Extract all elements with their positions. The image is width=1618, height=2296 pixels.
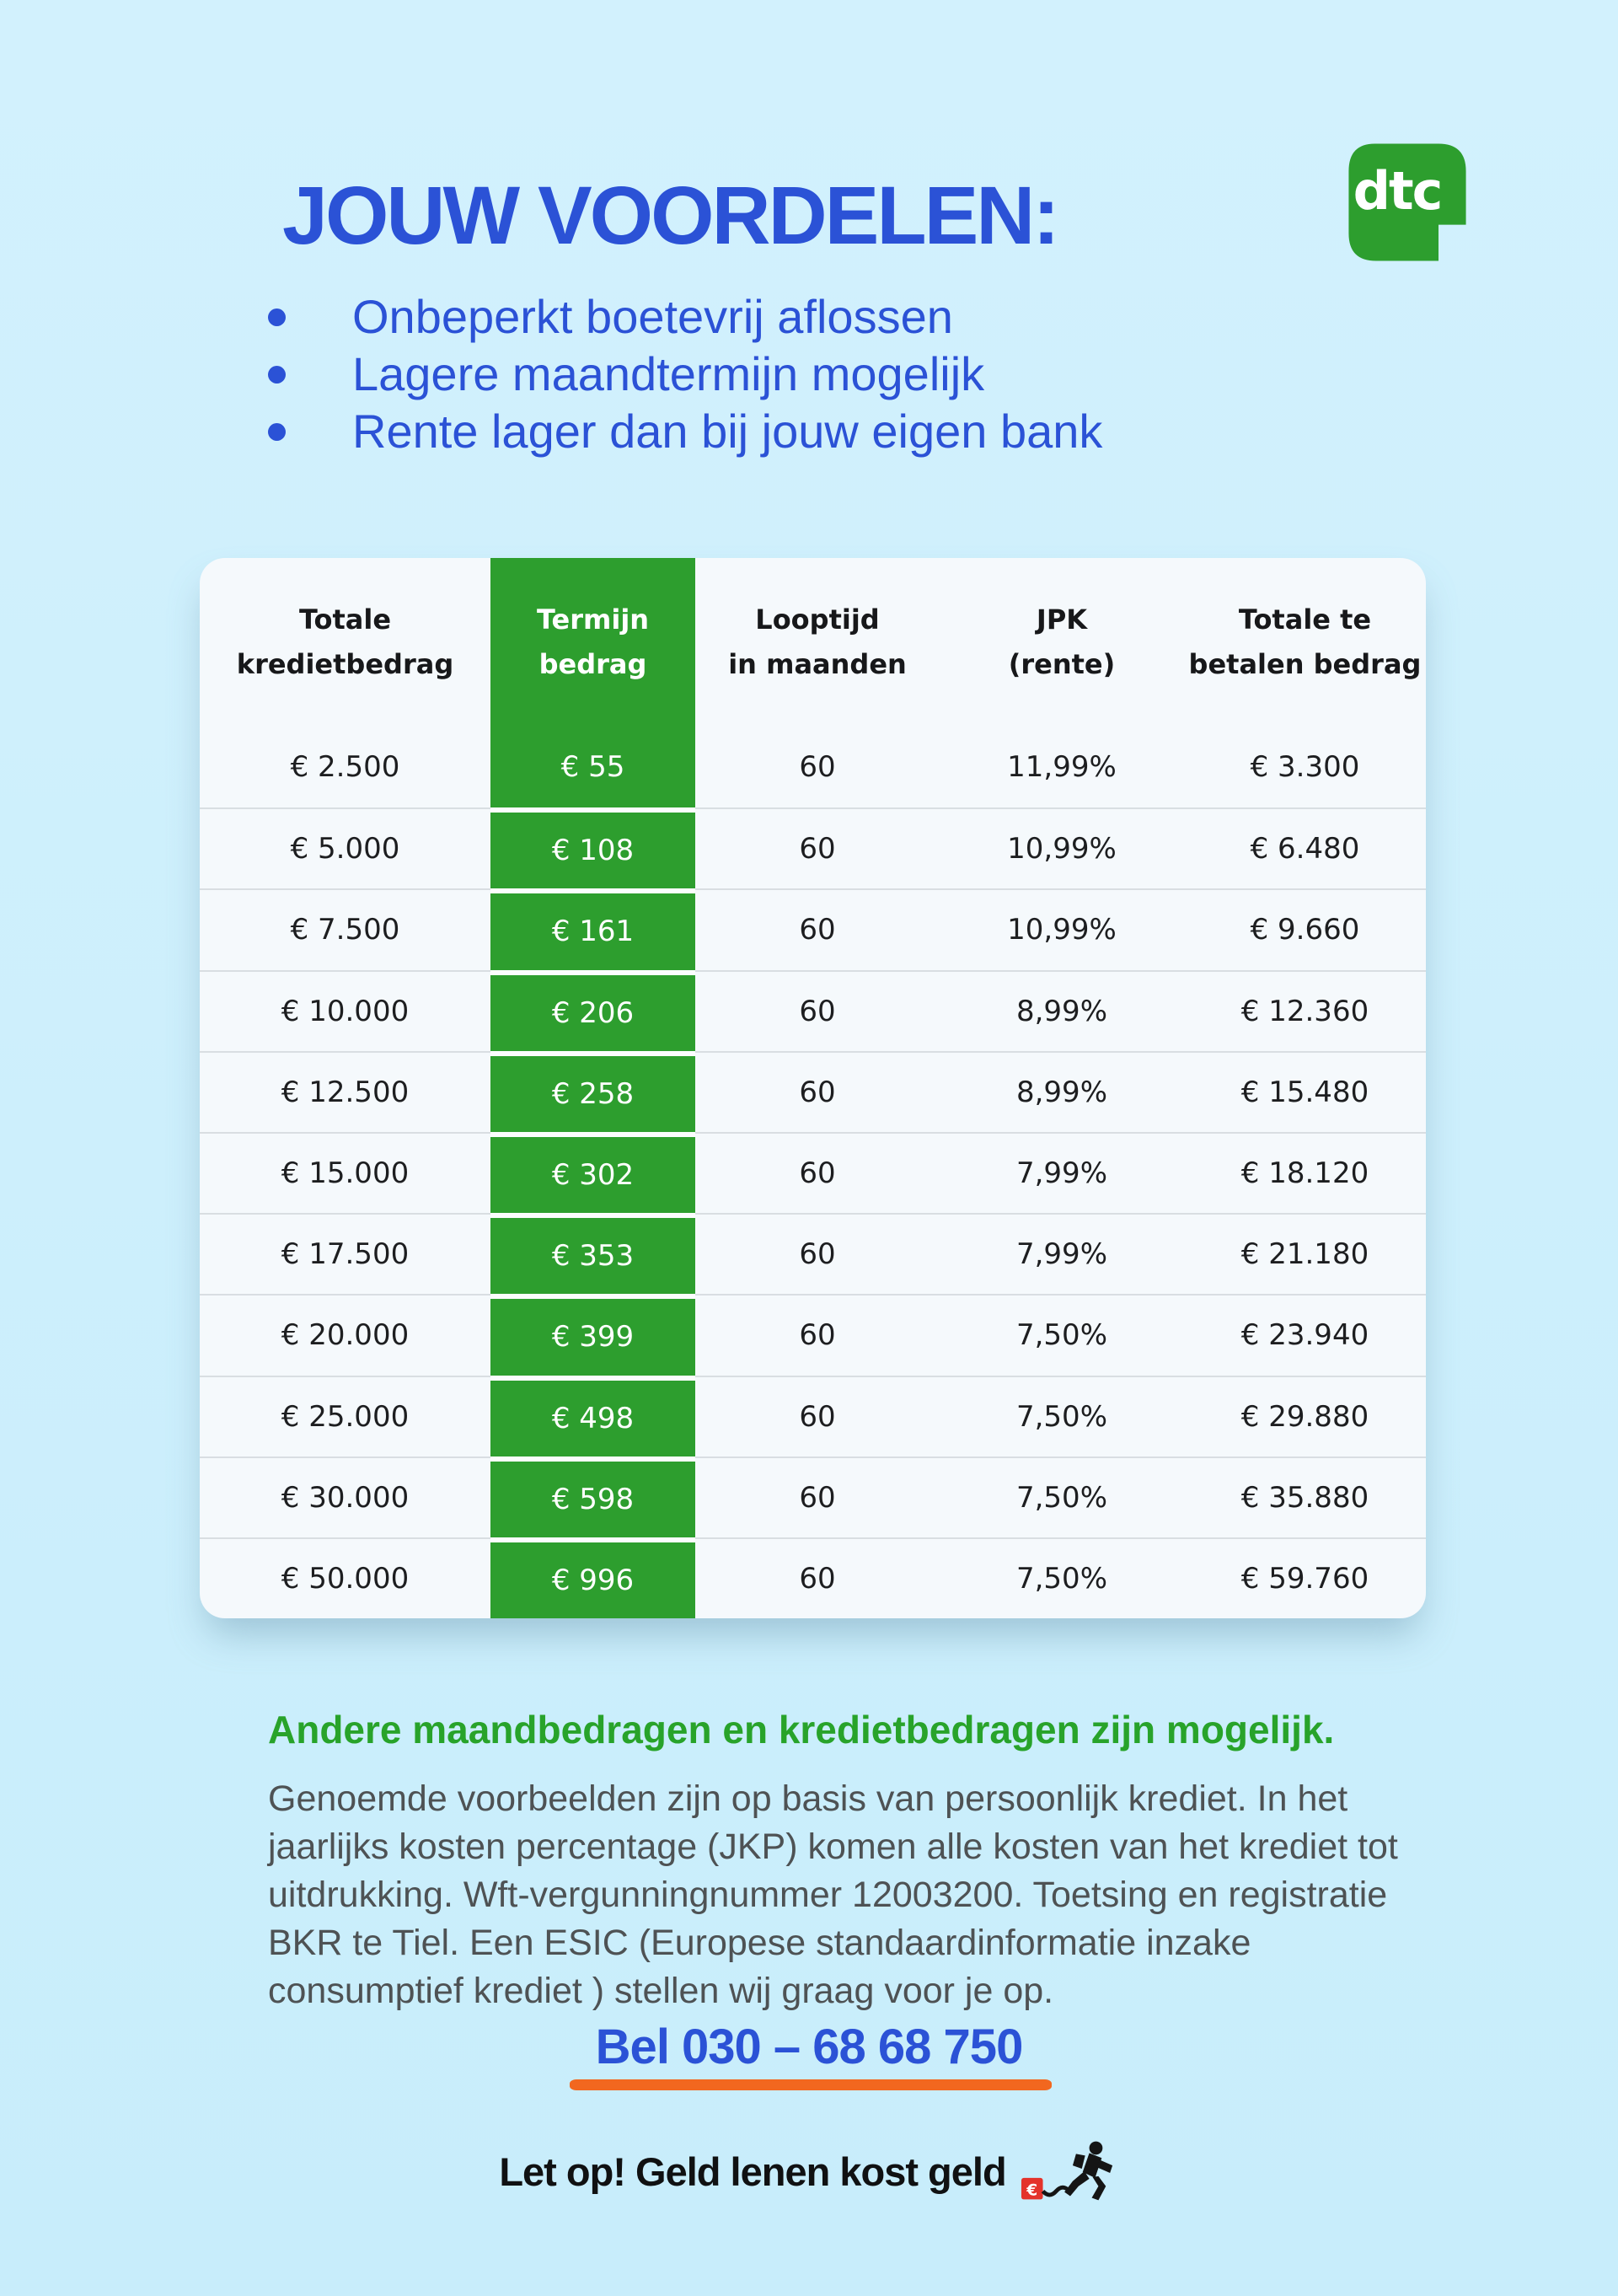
table-cell: 7,99% bbox=[940, 1213, 1184, 1294]
disclaimer-line: BKR te Tiel. Een ESIC (Europese standaardinformatie inzake bbox=[268, 1923, 1251, 1963]
disclaimer-line: uitdrukking. Wft-vergunningnummer 12003200. Toetsing en registratie bbox=[268, 1875, 1388, 1915]
table-cell: 60 bbox=[695, 1132, 940, 1213]
table-cell: € 353 bbox=[490, 1213, 695, 1294]
table-cell: 11,99% bbox=[1007, 750, 1117, 785]
benefit-item: Onbeperkt boetevrij aflossen bbox=[268, 288, 1102, 346]
table-cell: 60 bbox=[695, 1456, 940, 1537]
table-cell: 60 bbox=[695, 970, 940, 1051]
phone-underline bbox=[570, 2079, 1052, 2090]
column-header-termijnbedrag: Termijn bedrag bbox=[490, 558, 695, 727]
table-cell: 7,50% bbox=[940, 1376, 1184, 1456]
table-cell: 7,50% bbox=[940, 1294, 1184, 1375]
table-cell: 7,99% bbox=[940, 1132, 1184, 1213]
table-cell: € 15.000 bbox=[200, 1132, 490, 1213]
table-cell: € 302 bbox=[490, 1132, 695, 1213]
table-cell: € 30.000 bbox=[200, 1456, 490, 1537]
table-row bbox=[200, 1294, 1426, 1375]
benefits-list bbox=[268, 288, 1102, 460]
table-cell: € 598 bbox=[490, 1456, 695, 1537]
table-cell: 10,99% bbox=[940, 807, 1184, 888]
phone-number: Bel 030 – 68 68 750 bbox=[595, 2020, 1023, 2074]
table-cell: € 35.880 bbox=[1184, 1456, 1426, 1537]
table-cell: 7,50% bbox=[940, 1456, 1184, 1537]
column-header-looptijd: Looptijd in maanden bbox=[728, 604, 907, 680]
table-cell: € 2.500 bbox=[290, 750, 400, 785]
table-cell: € 55 bbox=[490, 727, 695, 807]
table-cell: € 9.660 bbox=[1184, 888, 1426, 969]
table-cell: € 23.940 bbox=[1184, 1294, 1426, 1375]
table-cell: € 10.000 bbox=[200, 970, 490, 1051]
table-cell: € 20.000 bbox=[200, 1294, 490, 1375]
table-cell: 60 bbox=[799, 750, 836, 785]
table-row bbox=[200, 1132, 1426, 1213]
table-cell: 60 bbox=[695, 1376, 940, 1456]
table-cell: € 996 bbox=[490, 1537, 695, 1618]
page-title: JOUW VOORDELEN: bbox=[282, 169, 1058, 261]
disclaimer-line: Genoemde voorbeelden zijn op basis van persoonlijk krediet. In het bbox=[268, 1778, 1348, 1819]
table-row bbox=[200, 807, 1426, 888]
table-cell: 60 bbox=[695, 888, 940, 969]
table-cell: € 25.000 bbox=[200, 1376, 490, 1456]
table-cell: 10,99% bbox=[940, 888, 1184, 969]
table-row bbox=[200, 1376, 1426, 1456]
table-cell: € 12.360 bbox=[1184, 970, 1426, 1051]
column-header-kredietbedrag: Totale kredietbedrag bbox=[236, 604, 454, 680]
other-amounts-heading: Andere maandbedragen en kredietbedragen zijn mogelijk. bbox=[268, 1708, 1335, 1752]
disclaimer-line: consumptief krediet ) stellen wij graag voor je op. bbox=[268, 1971, 1054, 2011]
table-cell: 7,50% bbox=[940, 1537, 1184, 1618]
table-row bbox=[200, 1051, 1426, 1132]
table-cell: 8,99% bbox=[940, 970, 1184, 1051]
table-cell: 60 bbox=[695, 1294, 940, 1375]
table-cell: 60 bbox=[695, 1213, 940, 1294]
table-row bbox=[200, 1213, 1426, 1294]
table-cell: € 7.500 bbox=[200, 888, 490, 969]
table-cell: 60 bbox=[695, 1537, 940, 1618]
table-cell: € 498 bbox=[490, 1376, 695, 1456]
table-cell: € 59.760 bbox=[1184, 1537, 1426, 1618]
loan-warning bbox=[0, 2139, 1618, 2203]
table-cell: € 258 bbox=[490, 1051, 695, 1132]
table-row bbox=[200, 727, 1426, 807]
table-row bbox=[200, 888, 1426, 969]
table-cell: € 29.880 bbox=[1184, 1376, 1426, 1456]
table-cell: € 108 bbox=[490, 807, 695, 888]
dtc-logo-text: dtc bbox=[1353, 160, 1442, 222]
table-cell: € 15.480 bbox=[1184, 1051, 1426, 1132]
table-cell: 8,99% bbox=[940, 1051, 1184, 1132]
disclaimer-line: jaarlijks kosten percentage (JKP) komen alle kosten van het krediet tot bbox=[268, 1827, 1398, 1867]
table-cell: € 17.500 bbox=[200, 1213, 490, 1294]
column-header-totaal: Totale te betalen bedrag bbox=[1188, 604, 1422, 680]
dtc-logo bbox=[1345, 140, 1470, 265]
table-cell: € 206 bbox=[490, 970, 695, 1051]
table-row bbox=[200, 1537, 1426, 1618]
benefit-item: Rente lager dan bij jouw eigen bank bbox=[268, 403, 1102, 460]
euro-sign: € bbox=[1026, 2181, 1037, 2200]
table-row bbox=[200, 1456, 1426, 1537]
loan-warning-text: Let op! Geld lenen kost geld bbox=[499, 2148, 1006, 2194]
table-cell: 60 bbox=[695, 807, 940, 888]
table-cell: € 12.500 bbox=[200, 1051, 490, 1132]
column-header-jpk: JPK (rente) bbox=[1008, 604, 1116, 680]
table-row bbox=[200, 970, 1426, 1051]
table-cell: € 3.300 bbox=[1250, 750, 1360, 785]
table-cell: € 21.180 bbox=[1184, 1213, 1426, 1294]
table-cell: 60 bbox=[695, 1051, 940, 1132]
table-body bbox=[200, 727, 1426, 1618]
rates-table bbox=[200, 558, 1426, 1618]
money-cost-running-man-icon bbox=[1020, 2139, 1119, 2203]
disclaimer-text bbox=[268, 1775, 1398, 2015]
table-cell: € 161 bbox=[490, 888, 695, 969]
table-header-row bbox=[200, 558, 1426, 727]
benefit-item: Lagere maandtermijn mogelijk bbox=[268, 346, 1102, 403]
table-cell: € 6.480 bbox=[1184, 807, 1426, 888]
table-cell: € 50.000 bbox=[200, 1537, 490, 1618]
table-cell: € 399 bbox=[490, 1294, 695, 1375]
table-cell: € 18.120 bbox=[1184, 1132, 1426, 1213]
table-cell: € 5.000 bbox=[200, 807, 490, 888]
